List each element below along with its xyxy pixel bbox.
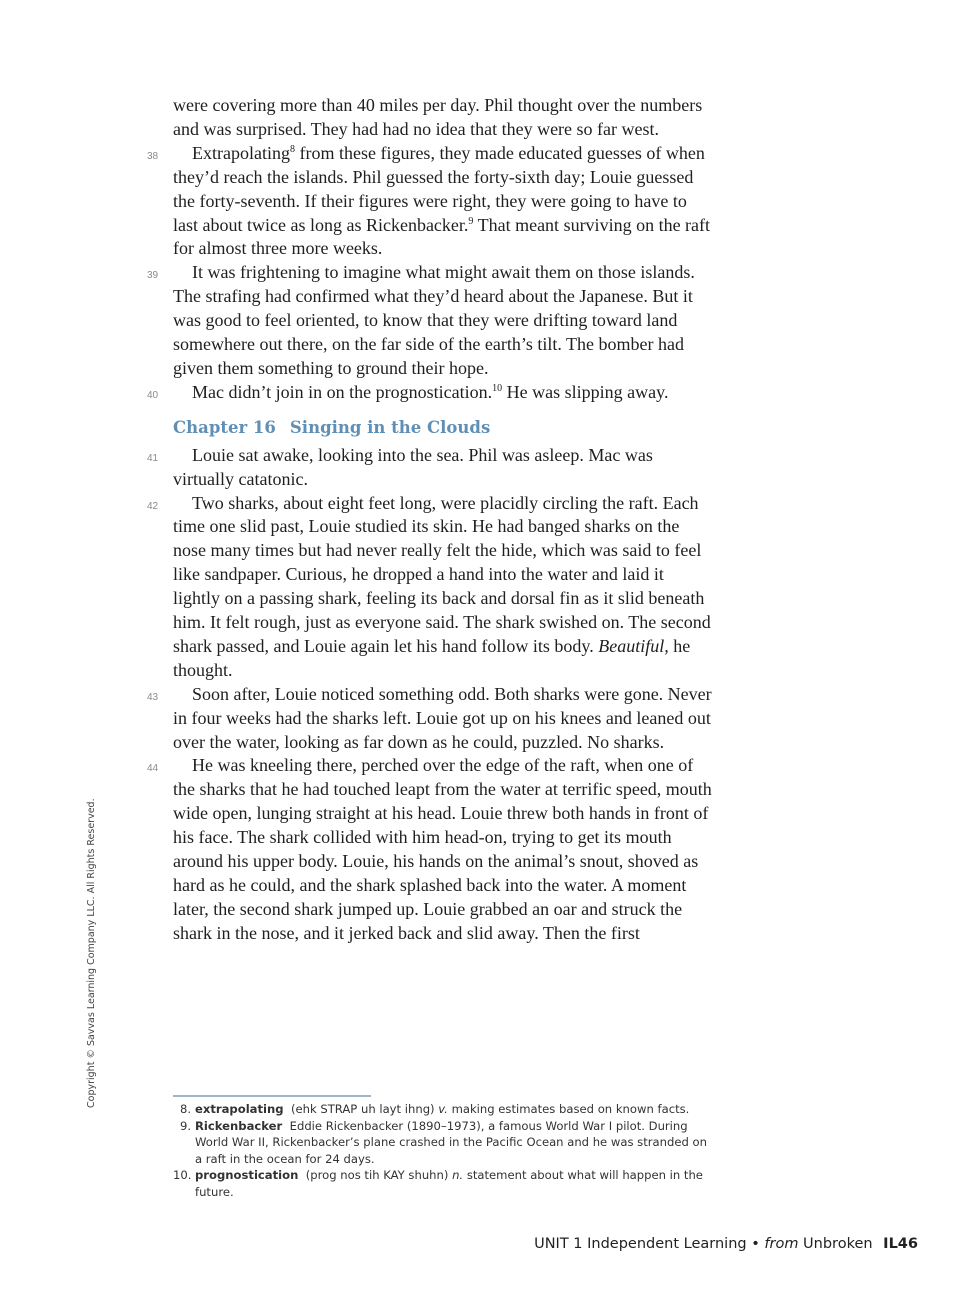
footnote-divider	[173, 1095, 371, 1097]
page-footer: UNIT 1 Independent Learning • from Unbroken IL46	[534, 1236, 918, 1252]
paragraph-number: 44	[147, 763, 159, 775]
footnote-8: 8. extrapolating (ehk STRAP uh layt ihng) v. making estimates based on known facts.	[179, 1102, 690, 1116]
footnote-9: 9. Rickenbacker Eddie Rickenbacker (1890–1973), a famous World War I pilot. During World War II, Rickenbacker’s plane crashed in the Pacific Ocean and he was stranded on a raft in the ocean for 24 days.	[179, 1118, 707, 1166]
footnote-ref-10[interactable]: 10	[492, 382, 503, 394]
paragraph-42: 42 Two sharks, about eight feet long, were placidly circling the raft. Each time one slid past, Louie studied its skin. He had banged sharks on the nose many times but had never really felt the hide, which was said to feel like sandpaper. Curious, he dropped a hand into the water and laid it lightly on a passing shark, feeling its back and dorsal fin as it slid beneath him. It felt rough, just as everyone said. The shark swished on. The second shark passed, and Louie again let his hand follow its body. Beautiful, he thought.	[147, 492, 711, 680]
footnote-term: extrapolating	[195, 1102, 284, 1116]
paragraph-number: 43	[147, 691, 159, 703]
footnote-term: Rickenbacker	[195, 1118, 283, 1133]
footnotes	[173, 1101, 713, 1200]
paragraph-41: 41 Louie sat awake, looking into the sea. Phil was asleep. Mac was virtually catatonic.	[147, 444, 653, 489]
reading-passage	[147, 94, 713, 946]
paragraph-number: 41	[147, 452, 159, 464]
paragraph-number: 42	[147, 500, 159, 512]
paragraph-continued: were covering more than 40 miles per day. Phil thought over the numbers and was surprised. They had had no idea that they were so far west.	[173, 95, 703, 139]
chapter-title: Singing in the Clouds	[289, 417, 491, 437]
paragraph-38: 38 Extrapolating$^8$ from these figures, they made educated guesses of when they’d reach the islands. Phil guessed the forty-sixth day; Louie guessed the forty-seventh. If their figures were right, they were going to have to last about twice as long as Rickenbacker.$^9$ That meant surviving on the raft for almost three more weeks.	[147, 142, 711, 259]
paragraph-40: 40 Mac didn’t join in on the prognostication.$^{10}$ He was slipping away.	[173, 381, 713, 405]
paragraph-number: 39	[147, 270, 159, 282]
paragraph-number: 38	[147, 150, 159, 162]
chapter-label: Chapter 16	[173, 417, 276, 437]
paragraph-43: 43 Soon after, Louie noticed something odd. Both sharks were gone. Never in four weeks had the sharks left. Louie got up on his knees and leaned out over the water, looking as far down as he could, puzzled. No sharks.	[147, 683, 712, 752]
chapter-heading	[173, 416, 713, 440]
page-number: IL46	[883, 1236, 918, 1252]
footnote-ref-9[interactable]: 9	[468, 215, 474, 227]
footnote-term: prognostication	[195, 1168, 299, 1182]
paragraph-number: 40	[147, 389, 159, 401]
copyright-notice: Copyright © Savvas Learning Company LLC. All Rights Reserved.	[86, 798, 97, 1108]
footnote-10: 10. prognostication (prog nos tih KAY shuhn) n. statement about what will happen in the future.	[173, 1168, 703, 1199]
paragraph-44: 44 He was kneeling there, perched over the edge of the raft, when one of the sharks that he had touched leapt from the water at terrific speed, mouth wide open, lunging straight at his head. Louie threw both hands in front of his face. The shark collided with him head-on, trying to get its mouth around his upper body. Louie, his hands on the animal’s snout, shoved as hard as he could, and the shark splashed back into the water. A moment later, the second shark jumped up. Louie grabbed an oar and struck the shark in the nose, and it jerked back and slid away. Then the first	[147, 755, 712, 943]
paragraph-39: 39 It was frightening to imagine what might await them on those islands. The strafing had confirmed what they’d heard about the Japanese. But it was good to feel oriented, to know that they were drifting toward land somewhere out there, on the far side of the earth’s tilt. The bomber had given them something to ground their hope.	[147, 262, 695, 378]
footnote-ref-8[interactable]: 8	[289, 143, 295, 155]
